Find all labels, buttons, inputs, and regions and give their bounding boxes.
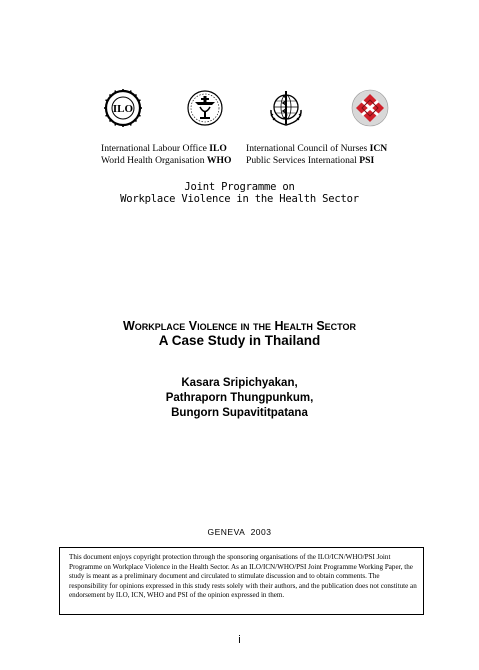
author-3: Bungorn Supavititpatana: [171, 407, 308, 419]
org-icn: International Council of Nurses ICN: [246, 143, 388, 154]
org-ilo: International Labour Office ILO: [101, 143, 227, 154]
organisations-block: [101, 143, 401, 167]
programme-line-1: Joint Programme on: [184, 181, 295, 193]
page-number: i: [238, 634, 241, 646]
title-main: Workplace Violence in the Health Sector: [122, 319, 357, 333]
authors-block: [0, 376, 479, 421]
document-title: [0, 319, 479, 349]
org-who: World Health Organisation WHO: [101, 155, 232, 166]
who-logo-icon: [266, 88, 306, 128]
author-1: Kasara Sripichyakan,: [181, 377, 298, 389]
psi-logo-icon: [350, 88, 390, 128]
title-subtitle: A Case Study in Thailand: [158, 333, 321, 348]
icn-logo-icon: [185, 88, 225, 128]
programme-line-2: Workplace Violence in the Health Sector: [120, 193, 359, 205]
author-2: Pathraporn Thungpunkum,: [165, 392, 314, 404]
programme-heading: [0, 181, 479, 205]
place-date: GENEVA 2003: [207, 527, 272, 537]
org-psi: Public Services International PSI: [246, 155, 375, 166]
svg-text:ILO: ILO: [112, 103, 134, 115]
copyright-notice: This document enjoys copyright protection through the sponsoring organisations of the ILO/ICN/WHO/PSI Joint Programme on Workplace Violence in the Health Sector. As an ILO/ICN/WHO/PSI Joint Programme Working Paper, the study is meant as a preliminary document and circulated to stimulate discussion and to obtain comments. The responsibility for opinions expressed in this study rests solely with their authors, and the publication does not constitute an endorsement by ILO, ICN, WHO and PSI of the opinion expressed in them.: [59, 547, 424, 615]
ilo-logo-icon: [103, 88, 143, 128]
logo-row: [0, 88, 479, 128]
